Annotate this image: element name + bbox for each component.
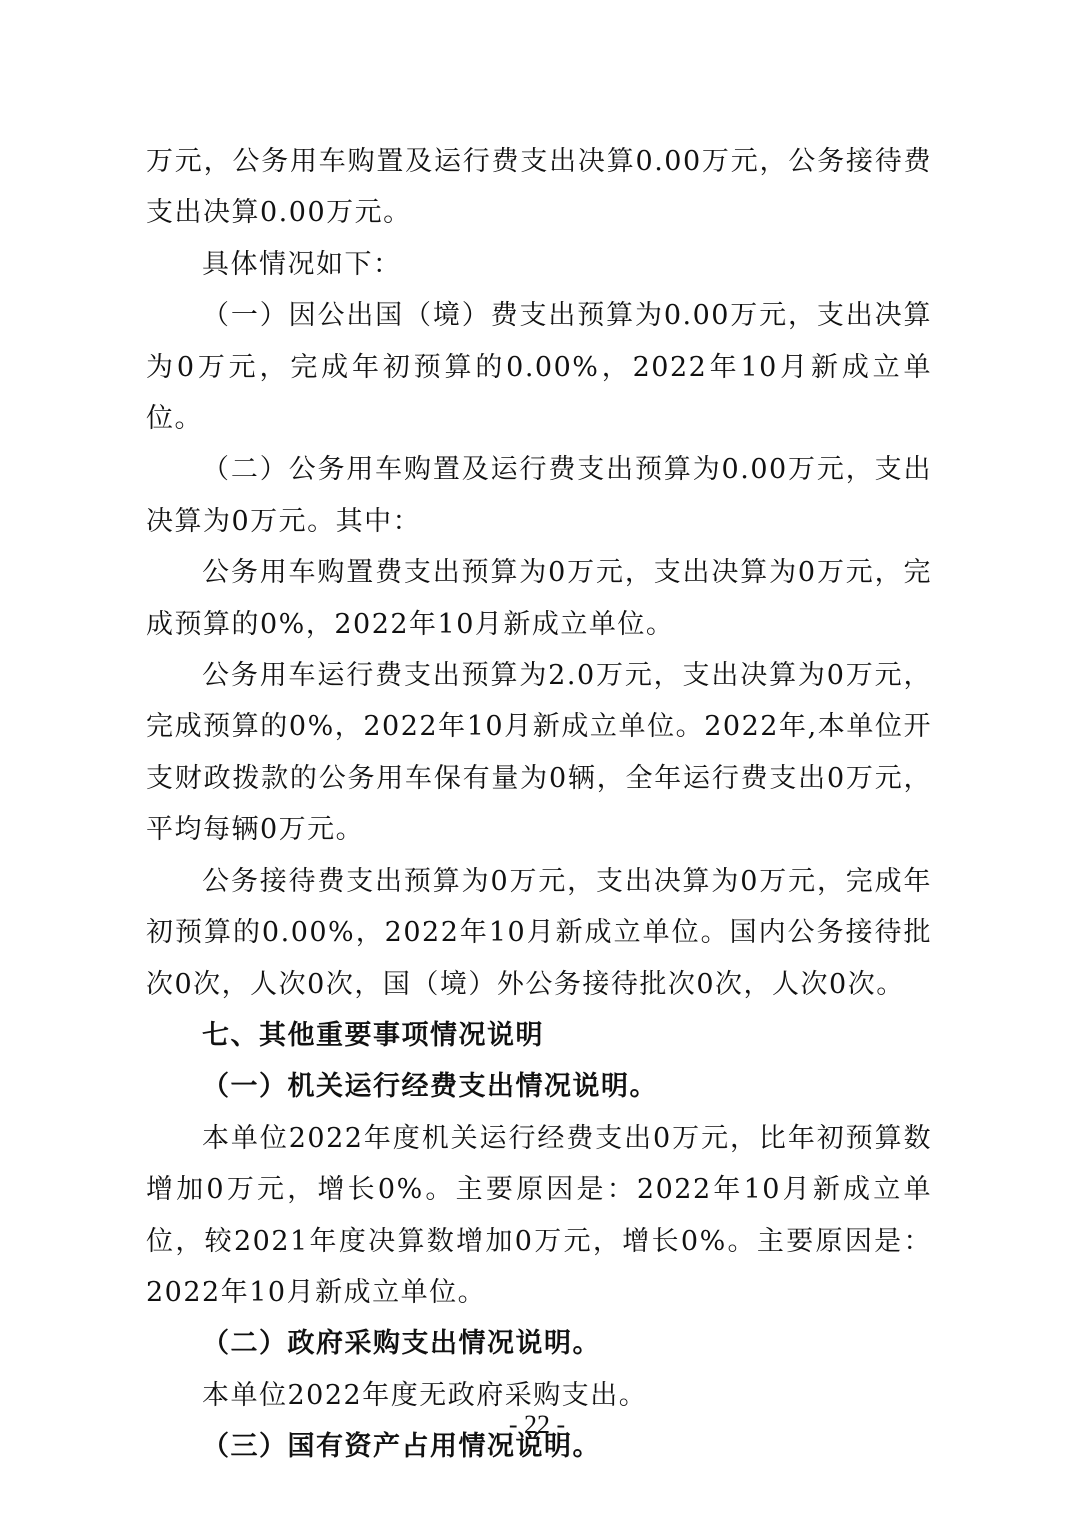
- subsection-heading: （一）机关运行经费支出情况说明。: [202, 1071, 658, 1103]
- paragraph: （二）公务用车购置及运行费支出预算为0.00万元，支出决算为0万元。其中：: [146, 454, 932, 537]
- paragraph: 本单位2022年度无政府采购支出。: [202, 1379, 648, 1411]
- subsection-heading: （二）政府采购支出情况说明。: [202, 1328, 601, 1360]
- section-heading: 七、其他重要事项情况说明: [202, 1019, 544, 1051]
- body-text: [146, 136, 932, 1473]
- paragraph: 公务用车运行费支出预算为2.0万元，支出决算为0万元，完成预算的0%，2022年10月新成立单位。2022年,本单位开支财政拨款的公务用车保有量为0辆，全年运行费支出0万元，平均每辆0万元。: [146, 660, 932, 846]
- page-number: - 22 -: [508, 1410, 566, 1439]
- paragraph: 公务用车购置费支出预算为0万元，支出决算为0万元，完成预算的0%，2022年10月新成立单位。: [146, 557, 932, 640]
- paragraph: 万元，公务用车购置及运行费支出决算0.00万元，公务接待费支出决算0.00万元。: [146, 146, 932, 229]
- paragraph: 本单位2022年度机关运行经费支出0万元，比年初预算数增加0万元，增长0%。主要原因是：2022年10月新成立单位，较2021年度决算数增加0万元，增长0%。主要原因是：2022年10月新成立单位。: [146, 1122, 932, 1308]
- paragraph: 具体情况如下：: [202, 248, 402, 280]
- paragraph: （一）因公出国（境）费支出预算为0.00万元，支出决算为0万元，完成年初预算的0.00%，2022年10月新成立单位。: [146, 300, 932, 435]
- paragraph: 公务接待费支出预算为0万元，支出决算为0万元，完成年初预算的0.00%，2022年10月新成立单位。国内公务接待批次0次，人次0次，国（境）外公务接待批次0次，人次0次。: [146, 865, 932, 1000]
- subsection-heading: （三）国有资产占用情况说明。: [202, 1431, 601, 1463]
